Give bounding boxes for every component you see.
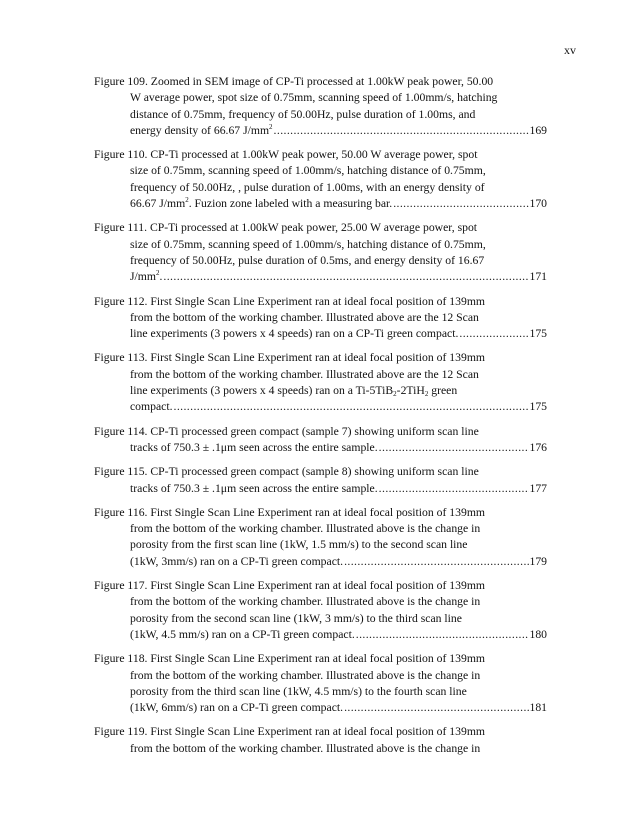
entry-text: line experiments (3 powers x 4 speeds) ran on a CP-Ti green compact. <box>130 327 459 341</box>
subscript: 2 <box>424 390 429 399</box>
entry-line <box>94 684 547 700</box>
entry-text: porosity from the third scan line (1kW, 4.5 mm/s) to the fourth scan line <box>130 684 467 698</box>
entry-text: Figure 118. First Single Scan Line Experiment ran at ideal focal position of 139mm <box>94 652 486 666</box>
entry-page-number: 179 <box>529 554 547 568</box>
entry-text <box>130 196 392 212</box>
toc-entry-figure-116[interactable] <box>94 505 547 570</box>
entry-line <box>94 464 547 480</box>
entry-last-line <box>94 481 547 497</box>
entry-text: Figure 113. First Single Scan Line Experiment ran at ideal focal position of 139mm <box>94 351 486 365</box>
entry-text-part: energy density of 66.67 J/mm <box>130 123 270 137</box>
entry-line <box>94 350 547 366</box>
toc-entry-figure-110[interactable] <box>94 147 547 212</box>
entry-text: porosity from the first scan line (1kW, 1.5 mm/s) to the second scan line <box>130 538 468 552</box>
toc-entry-figure-115[interactable] <box>94 464 547 497</box>
entry-text: from the bottom of the working chamber. Illustrated above is the change in <box>130 595 481 609</box>
entry-line <box>94 294 547 310</box>
entry-last-line <box>94 123 547 139</box>
entry-last-line <box>94 196 547 212</box>
entry-text-part: line experiments (3 powers x 4 speeds) ran on a Ti-5TiB <box>130 384 394 398</box>
entry-line <box>94 537 547 553</box>
entry-text-part: green <box>428 384 458 398</box>
entry-text: tracks of 750.3 ± .1μm seen across the entire sample. <box>130 440 378 454</box>
entry-text: frequency of 50.00Hz, pulse duration of 0.5ms, and energy density of 16.67 <box>130 253 485 267</box>
entry-text: Figure 111. CP-Ti processed at 1.00kW peak power, 25.00 W average power, spot <box>94 221 478 235</box>
entry-page-number: 180 <box>529 627 547 641</box>
entry-text: compact. <box>130 400 173 414</box>
entry-page-number: 175 <box>529 327 547 341</box>
entry-text <box>130 269 162 285</box>
entry-line <box>94 237 547 253</box>
entry-page-number: 181 <box>529 701 547 715</box>
entry-text: Figure 117. First Single Scan Line Experiment ran at ideal focal position of 139mm <box>94 579 486 593</box>
entry-line <box>94 521 547 537</box>
entry-line <box>94 253 547 269</box>
entry-text: tracks of 750.3 ± .1μm seen across the entire sample. <box>130 481 378 495</box>
entry-line <box>94 724 547 740</box>
dot-leader <box>378 440 530 456</box>
entry-text: Figure 114. CP-Ti processed green compact (sample 7) showing uniform scan line <box>94 424 479 438</box>
entry-text: from the bottom of the working chamber. Illustrated above are the 12 Scan <box>130 310 479 324</box>
dot-leader <box>355 627 530 643</box>
toc-entry-figure-111[interactable] <box>94 220 547 285</box>
toc-entry-figure-118[interactable] <box>94 651 547 716</box>
entry-line <box>94 367 547 383</box>
superscript: 2 <box>155 269 160 278</box>
entry-line <box>94 90 547 106</box>
toc-entry-figure-119[interactable] <box>94 724 547 757</box>
entry-line <box>94 578 547 594</box>
superscript: 2 <box>185 196 189 205</box>
dot-leader <box>162 269 529 285</box>
entry-page-number: 169 <box>529 123 547 137</box>
list-of-figures <box>94 74 547 765</box>
entry-line <box>94 107 547 123</box>
dot-leader <box>343 700 529 716</box>
entry-line <box>94 180 547 196</box>
entry-page-number: 175 <box>529 400 547 414</box>
entry-page-number: 171 <box>529 270 547 284</box>
entry-text: (1kW, 6mm/s) ran on a CP-Ti green compact. <box>130 701 344 715</box>
entry-text <box>130 123 273 139</box>
entry-text: from the bottom of the working chamber. Illustrated above are the 12 Scan <box>130 367 479 381</box>
entry-line <box>94 668 547 684</box>
entry-line <box>94 310 547 326</box>
entry-line <box>94 383 547 399</box>
toc-entry-figure-117[interactable] <box>94 578 547 643</box>
entry-text: size of 0.75mm, scanning speed of 1.00mm/s, hatching distance of 0.75mm, <box>130 237 486 251</box>
entry-text: from the bottom of the working chamber. Illustrated above is the change in <box>130 668 481 682</box>
entry-text: Figure 116. First Single Scan Line Experiment ran at ideal focal position of 139mm <box>94 505 486 519</box>
entry-text-part: . Fuzion zone labeled with a measuring bar. <box>188 197 393 211</box>
entry-text: from the bottom of the working chamber. Illustrated above is the change in <box>130 522 481 536</box>
dot-leader <box>392 196 529 212</box>
entry-line <box>94 505 547 521</box>
entry-last-line <box>94 700 547 716</box>
entry-line <box>94 424 547 440</box>
entry-text: Figure 112. First Single Scan Line Experiment ran at ideal focal position of 139mm <box>94 294 486 308</box>
entry-page-number: 176 <box>529 440 547 454</box>
entry-last-line <box>94 269 547 285</box>
entry-text: (1kW, 4.5 mm/s) ran on a CP-Ti green compact. <box>130 627 355 641</box>
entry-line <box>94 611 547 627</box>
entry-line <box>94 74 547 90</box>
entry-text: distance of 0.75mm, frequency of 50.00Hz, pulse duration of 1.00ms, and <box>130 107 476 121</box>
entry-text <box>130 383 457 399</box>
entry-last-line <box>94 399 547 415</box>
entry-text: size of 0.75mm, scanning speed of 1.00mm/s, hatching distance of 0.75mm, <box>130 164 486 178</box>
entry-text: Figure 119. First Single Scan Line Experiment ran at ideal focal position of 139mm <box>94 725 486 739</box>
entry-text: frequency of 50.00Hz, , pulse duration of 1.00ms, with an energy density of <box>130 180 485 194</box>
dot-leader <box>343 554 529 570</box>
entry-text: Figure 115. CP-Ti processed green compact (sample 8) showing uniform scan line <box>94 465 479 479</box>
toc-entry-figure-114[interactable] <box>94 424 547 457</box>
subscript: 2 <box>393 390 397 399</box>
entry-last-line <box>94 554 547 570</box>
page-number: xv <box>564 43 576 57</box>
entry-line <box>94 651 547 667</box>
toc-entry-figure-113[interactable] <box>94 350 547 415</box>
entry-text: W average power, spot size of 0.75mm, scanning speed of 1.00mm/s, hatching <box>130 91 498 105</box>
entry-line <box>94 594 547 610</box>
dot-leader <box>273 123 530 139</box>
entry-line <box>94 220 547 236</box>
entry-line <box>94 163 547 179</box>
entry-page-number: 170 <box>529 197 547 211</box>
entry-text-part: -2TiH <box>396 384 425 398</box>
dot-leader <box>173 399 530 415</box>
entry-line <box>94 741 547 757</box>
entry-text: porosity from the second scan line (1kW, 3 mm/s) to the third scan line <box>130 611 462 625</box>
toc-entry-figure-112[interactable] <box>94 294 547 343</box>
entry-last-line <box>94 440 547 456</box>
entry-line <box>94 147 547 163</box>
superscript: 2 <box>269 122 273 131</box>
entry-text-part: . <box>159 270 163 284</box>
entry-text: from the bottom of the working chamber. Illustrated above is the change in <box>130 741 481 755</box>
entry-text: Figure 110. CP-Ti processed at 1.00kW peak power, 50.00 W average power, spot <box>94 148 478 162</box>
dot-leader <box>378 481 530 497</box>
entry-text: (1kW, 3mm/s) ran on a CP-Ti green compact. <box>130 554 344 568</box>
entry-text-part: 66.67 J/mm <box>130 197 186 211</box>
entry-text: Figure 109. Zoomed in SEM image of CP-Ti processed at 1.00kW peak power, 50.00 <box>94 75 494 88</box>
toc-entry-figure-109[interactable] <box>94 74 547 139</box>
entry-page-number: 177 <box>529 481 547 495</box>
entry-text-part: J/mm <box>130 270 156 284</box>
dot-leader <box>458 326 529 342</box>
entry-last-line <box>94 326 547 342</box>
entry-last-line <box>94 627 547 643</box>
